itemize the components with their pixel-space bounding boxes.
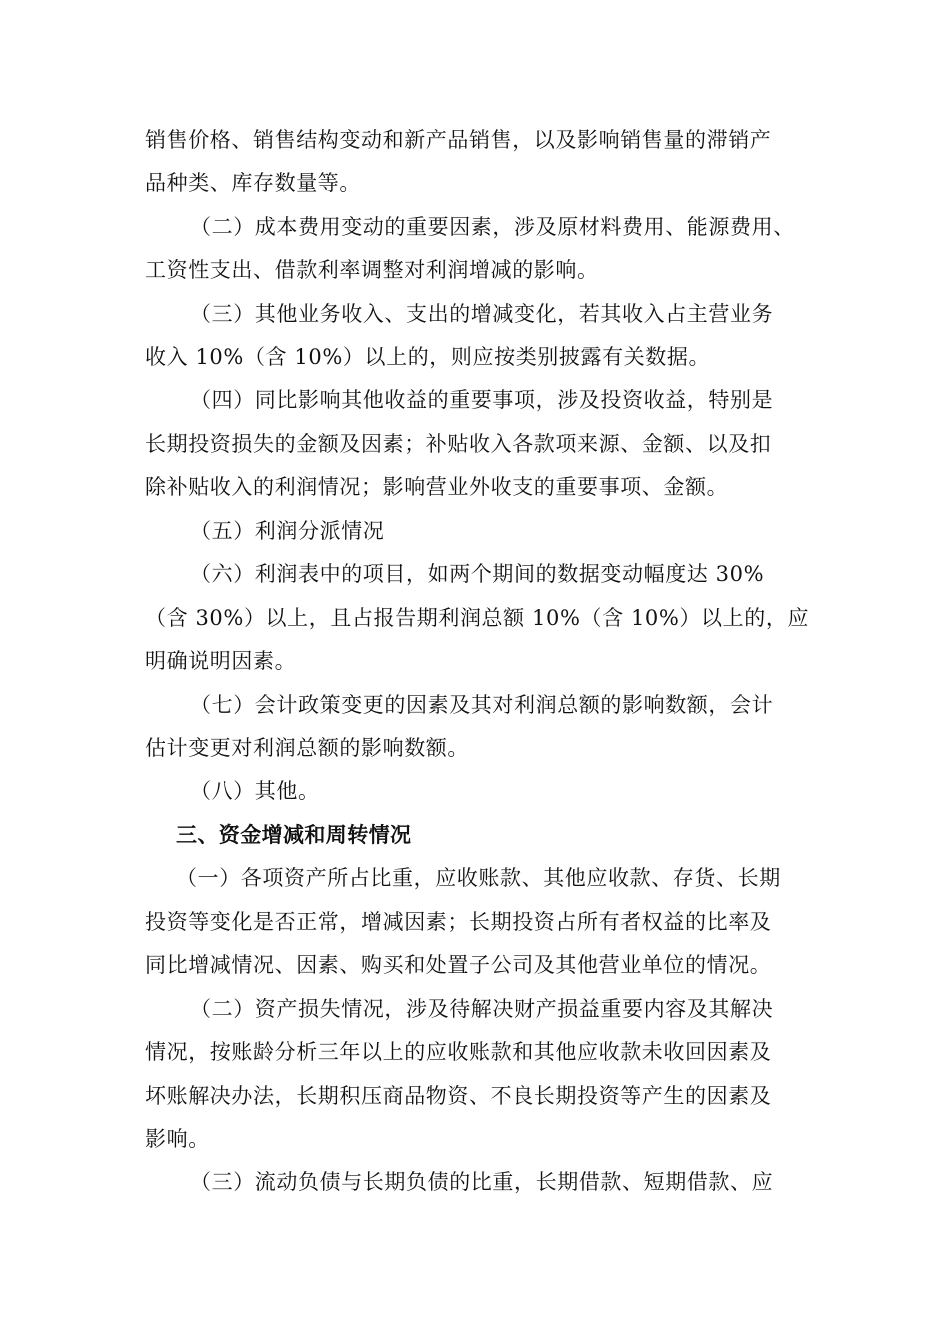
text-line: （二）成本费用变动的重要因素，涉及原材料费用、能源费用、 bbox=[190, 215, 795, 239]
text-line: 坏账解决办法，长期积压商品物资、不良长期投资等产生的因素及 bbox=[145, 1084, 772, 1108]
text-line: （六）利润表中的项目，如两个期间的数据变动幅度达 30% bbox=[190, 562, 765, 586]
text-line: （一）各项资产所占比重，应收账款、其他应收款、存货、长期 bbox=[176, 866, 781, 890]
text-line: （三）流动负债与长期负债的比重，长期借款、短期借款、应 bbox=[190, 1170, 774, 1194]
text-line: （二）资产损失情况，涉及待解决财产损益重要内容及其解决 bbox=[190, 997, 774, 1021]
text-line: 影响。 bbox=[145, 1127, 210, 1151]
text-line: （四）同比影响其他收益的重要事项，涉及投资收益，特别是 bbox=[190, 388, 774, 412]
text-line: 同比增减情况、因素、购买和处置子公司及其他营业单位的情况。 bbox=[145, 953, 772, 977]
text-line: （三）其他业务收入、支出的增减变化，若其收入占主营业务 bbox=[190, 302, 774, 326]
text-line: 收入 10%（含 10%）以上的，则应按类别披露有关数据。 bbox=[145, 345, 711, 369]
text-line: （七）会计政策变更的因素及其对利润总额的影响数额，会计 bbox=[190, 693, 774, 717]
text-line: 长期投资损失的金额及因素；补贴收入各款项来源、金额、以及扣 bbox=[145, 432, 772, 456]
text-line: （五）利润分派情况 bbox=[190, 519, 385, 543]
text-line: 估计变更对利润总额的影响数额。 bbox=[145, 736, 469, 760]
text-line: （含 30%）以上，且占报告期利润总额 10%（含 10%）以上的，应 bbox=[145, 606, 810, 630]
text-line: 工资性支出、借款利率调整对利润增减的影响。 bbox=[145, 258, 599, 282]
text-line: 投资等变化是否正常，增减因素；长期投资占所有者权益的比率及 bbox=[145, 910, 772, 934]
text-line: 销售价格、销售结构变动和新产品销售，以及影响销售量的滞销产 bbox=[145, 128, 772, 152]
section-heading: 三、资金增减和周转情况 bbox=[176, 822, 412, 847]
text-line: 品种类、库存数量等。 bbox=[145, 171, 361, 195]
text-line: 明确说明因素。 bbox=[145, 649, 297, 673]
text-line: 除补贴收入的利润情况；影响营业外收支的重要事项、金额。 bbox=[145, 475, 729, 499]
text-line: 情况，按账龄分析三年以上的应收账款和其他应收款未收回因素及 bbox=[145, 1040, 772, 1064]
text-line: （八）其他。 bbox=[190, 779, 320, 803]
